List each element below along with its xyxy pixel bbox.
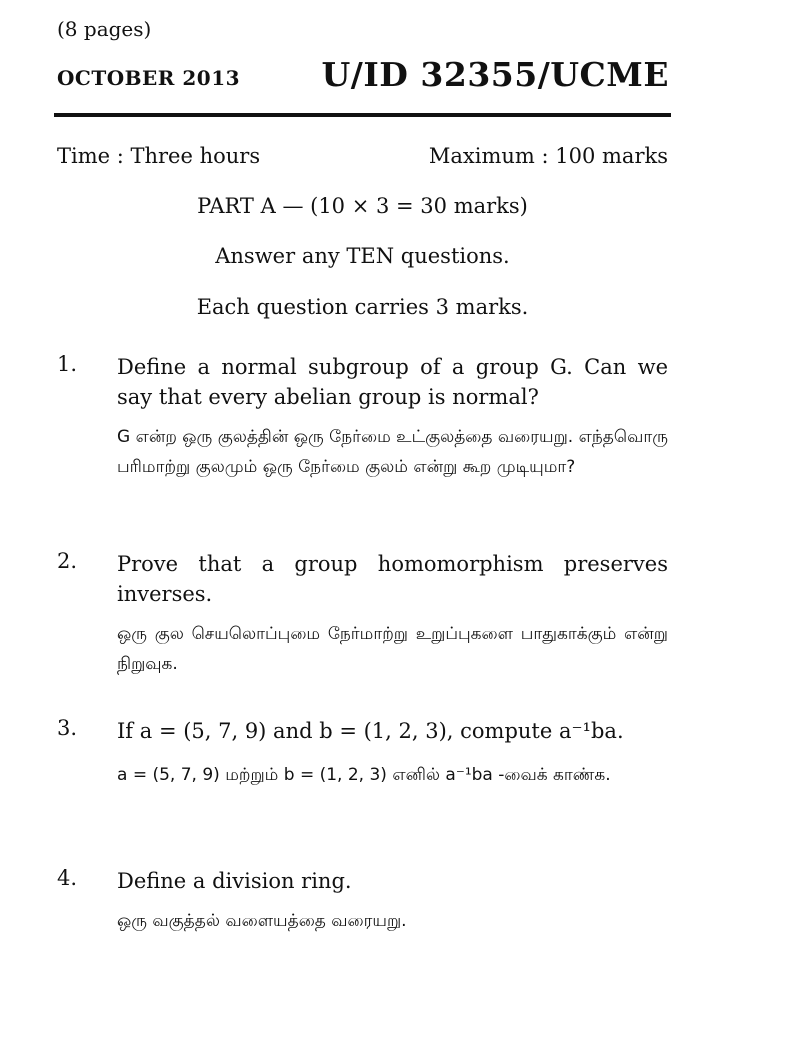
exam-month: OCTOBER 2013 bbox=[57, 66, 241, 90]
maximum-marks: Maximum : 100 marks bbox=[428, 144, 668, 168]
question-tamil: a = (5, 7, 9) மற்றும் b = (1, 2, 3) எனில் a⁻¹ba -வைக் காண்க. bbox=[117, 765, 611, 785]
header-divider bbox=[54, 113, 671, 117]
answer-instruction: Answer any TEN questions. bbox=[215, 244, 510, 268]
question-english: Define a normal subgroup of a group G. Can we say that every abelian group is normal? bbox=[117, 355, 668, 409]
part-heading: PART A — (10 × 3 = 30 marks) bbox=[197, 194, 528, 218]
question-number: 1. bbox=[57, 352, 78, 376]
exam-header bbox=[57, 52, 669, 96]
paper-code: U/ID 32355/UCME bbox=[321, 55, 669, 94]
question-english: Prove that a group homomorphism preserves inverses. bbox=[117, 552, 668, 606]
question-number: 4. bbox=[57, 866, 78, 890]
question-english: Define a division ring. bbox=[117, 869, 352, 893]
question-1 bbox=[57, 352, 668, 482]
question-4 bbox=[57, 866, 668, 936]
question-number: 3. bbox=[57, 716, 78, 740]
question-2 bbox=[57, 549, 668, 679]
question-tamil: ஒரு குல செயலொப்புமை நேர்மாற்று உறுப்புகளை பாதுகாக்கும் என்று நிறுவுக. bbox=[117, 624, 668, 674]
question-tamil: ஒரு வகுத்தல் வளையத்தை வரையறு. bbox=[117, 911, 407, 931]
exam-duration: Time : Three hours bbox=[57, 144, 261, 168]
question-3 bbox=[57, 716, 668, 790]
question-number: 2. bbox=[57, 549, 78, 573]
marks-note: Each question carries 3 marks. bbox=[196, 295, 529, 319]
question-tamil: G என்ற ஒரு குலத்தின் ஒரு நேர்மை உட்குலத்தை வரையறு. எந்தவொரு பரிமாற்று குலமும் ஒரு நேர்மை குலம் என்று கூற முடியுமா? bbox=[117, 427, 668, 477]
page-count: (8 pages) bbox=[57, 17, 152, 41]
time-marks-row bbox=[57, 144, 668, 168]
question-english: If a = (5, 7, 9) and b = (1, 2, 3), compute a⁻¹ba. bbox=[117, 719, 624, 743]
